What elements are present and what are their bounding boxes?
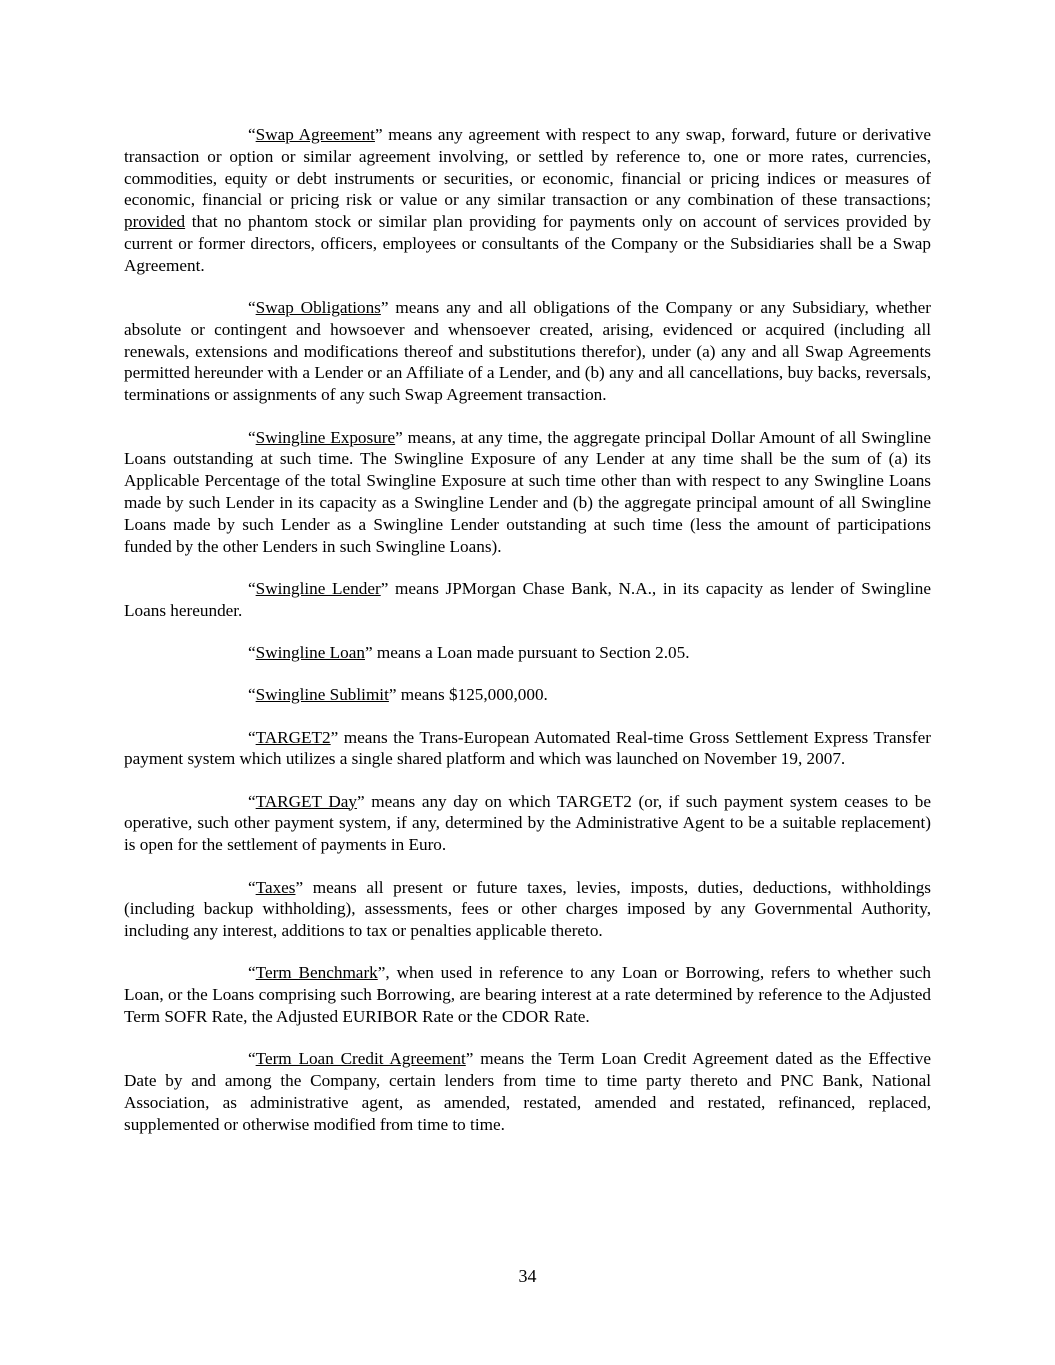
definition-swap-agreement: “Swap Agreement” means any agreement with respect to any swap, forward, future or derivative transaction or option or similar agreement involving, or settled by reference to, one or more rates, currencies, commodities, equity or debt instruments or securities, or economic, financial or pricing indices or measures of economic, financial or pricing risk or value or any similar transaction or any combination of these transactions; provided that no phantom stock or similar plan providing for payments only on account of services provided by current or former directors, officers, employees or consultants of the Company or the Subsidiaries shall be a Swap Agreement. — [124, 125, 931, 275]
defined-term: TARGET2 — [255, 727, 331, 747]
definition-taxes: “Taxes” means all present or future taxes, levies, imposts, duties, deductions, withholdings (including backup withholding), assessments, fees or other charges imposed by any Governmental Authority, including any interest, additions to tax or penalties applicable thereto. — [124, 877, 931, 941]
defined-term: Taxes — [255, 877, 296, 897]
definition-swingline-exposure: “Swingline Exposure” means, at any time, the aggregate principal Dollar Amount of all Swingline Loans outstanding at such time. The Swingline Exposure of any Lender at any time shall be the sum of (a) its Applicable Percentage of the total Swingline Exposure at such time other than with respect to any Swingline Loans made by such Lender in its capacity as a Swingline Lender and (b) the aggregate principal amount of all Swingline Loans made by such Lender as a Swingline Lender outstanding at such time (less the amount of participations funded by the other Lenders in such Swingline Loans). — [124, 427, 932, 556]
defined-term: TARGET Day — [255, 791, 358, 811]
definition-target-day: “TARGET Day” means any day on which TARGET2 (or, if such payment system ceases to be operative, such other payment system, if any, determined by the Administrative Agent to be a suitable replacement) is open for the settlement of payments in Euro. — [124, 791, 931, 855]
definition-swap-obligations: “Swap Obligations” means any and all obligations of the Company or any Subsidiary, whether absolute or contingent and howsoever and whensoever created, arising, evidenced or acquired (including all renewals, extensions and modifications thereof and substitutions therefor), under (a) any and all Swap Agreements permitted hereunder with a Lender or an Affiliate of a Lender, and (b) any and all cancellations, buy backs, reversals, terminations or assignments of any such Swap Agreement transaction. — [124, 298, 931, 405]
defined-term: Swingline Exposure — [255, 427, 396, 447]
definition-text: ” means any and all obligations of the Company or any Subsidiary, whether absolute or contingent and howsoever and whensoever created, arising, evidenced or acquired (including all renewals, extensions and modifications thereof and substitutions therefor), under (a) any and all Swap Agreements permitted hereunder with a Lender or an Affiliate of a Lender, and (b) any and all cancellations, buy backs, reversals, terminations or assignments of any such Swap Agreement transaction. — [124, 298, 931, 405]
defined-term: Swingline Sublimit — [255, 685, 389, 705]
definition-text: ” means all present or future taxes, levies, imposts, duties, deductions, withholdings (including backup withholding), assessments, fees or other charges imposed by any Governmental Authority, including any interest, additions to tax or penalties applicable thereto. — [124, 877, 931, 941]
definition-text: that no phantom stock or similar plan providing for payments only on account of services provided by current or former directors, officers, employees or consultants of the Company or the Subsidiaries shall be a Swap Agreement. — [124, 212, 931, 275]
page-number: 34 — [518, 1266, 537, 1286]
defined-term: Term Loan Credit Agreement — [255, 1049, 466, 1069]
definition-text: ” means a Loan made pursuant to Section 2.05. — [364, 642, 690, 662]
definition-text: ” means $125,000,000. — [388, 685, 548, 705]
definition-term-benchmark: “Term Benchmark”, when used in reference to any Loan or Borrowing, refers to whether such Loan, or the Loans comprising such Borrowing, are bearing interest at a rate determined by reference to the Adjusted Term SOFR Rate, the Adjusted EURIBOR Rate or the CDOR Rate. — [124, 963, 931, 1026]
definition-term-loan-credit-agreement: “Term Loan Credit Agreement” means the Term Loan Credit Agreement dated as the Effective Date by and among the Company, certain lenders from time to time party thereto and PNC Bank, National Association, as administrative agent, as amended, restated, amended and restated, refinanced, replaced, supplemented or otherwise modified from time to time. — [124, 1049, 932, 1134]
defined-term: Swap Agreement — [255, 125, 375, 144]
definition-target2: “TARGET2” means the Trans-European Automated Real-time Gross Settlement Express Transfer payment system which utilizes a single shared platform and which was launched on November 19, 2007. — [124, 727, 931, 769]
document-page — [124, 124, 931, 1156]
definition-swingline-loan: “Swingline Loan” means a Loan made pursuant to Section 2.05. — [248, 642, 690, 662]
defined-term: Swap Obligations — [255, 298, 381, 318]
definition-text: ” means any day on which TARGET2 (or, if such payment system ceases to be operative, such other payment system, if any, determined by the Administrative Agent to be a suitable replacement) is open for the settlement of payments in Euro. — [124, 791, 931, 855]
defined-term: Term Benchmark — [255, 963, 378, 983]
definition-text: ” means the Term Loan Credit Agreement dated as the Effective Date by and among the Company, certain lenders from time to time party thereto and PNC Bank, National Association, as administrative agent, as amended, restated, amended and restated, refinanced, replaced, supplemented or otherwise modified from time to time. — [124, 1049, 932, 1134]
definition-text: ”, when used in reference to any Loan or Borrowing, refers to whether such Loan, or the Loans comprising such Borrowing, are bearing interest at a rate determined by reference to the Adjusted Term SOFR Rate, the Adjusted EURIBOR Rate or the CDOR Rate. — [124, 963, 931, 1026]
definition-text: ” means the Trans-European Automated Real-time Gross Settlement Express Transfer payment system which utilizes a single shared platform and which was launched on November 19, 2007. — [124, 727, 931, 769]
definition-text: ” means JPMorgan Chase Bank, N.A., in its capacity as lender of Swingline Loans hereunder. — [124, 578, 931, 620]
defined-term: Swingline Loan — [255, 642, 365, 662]
definition-text: ” means any agreement with respect to any swap, forward, future or derivative transaction or option or similar agreement involving, or settled by reference to, one or more rates, currencies, commodities, equity or debt instruments or securities, or economic, financial or pricing indices or measures of economic, financial or pricing risk or value or any similar transaction or any combination of these transactions; — [124, 125, 931, 210]
underlined-word: provided — [124, 212, 186, 232]
definition-swingline-sublimit: “Swingline Sublimit” means $125,000,000. — [248, 685, 548, 705]
defined-term: Swingline Lender — [255, 578, 381, 598]
definition-swingline-lender: “Swingline Lender” means JPMorgan Chase Bank, N.A., in its capacity as lender of Swingline Loans hereunder. — [124, 578, 931, 620]
definition-text: ” means, at any time, the aggregate principal Dollar Amount of all Swingline Loans outstanding at such time. The Swingline Exposure of any Lender at any time shall be the sum of (a) its Applicable Percentage of the total Swingline Exposure at such time other than with respect to any Swingline Loans made by such Lender in its capacity as a Swingline Lender and (b) the aggregate principal amount of all Swingline Loans made by such Lender as a Swingline Lender outstanding at such time (less the amount of participations funded by the other Lenders in such Swingline Loans). — [124, 427, 932, 556]
